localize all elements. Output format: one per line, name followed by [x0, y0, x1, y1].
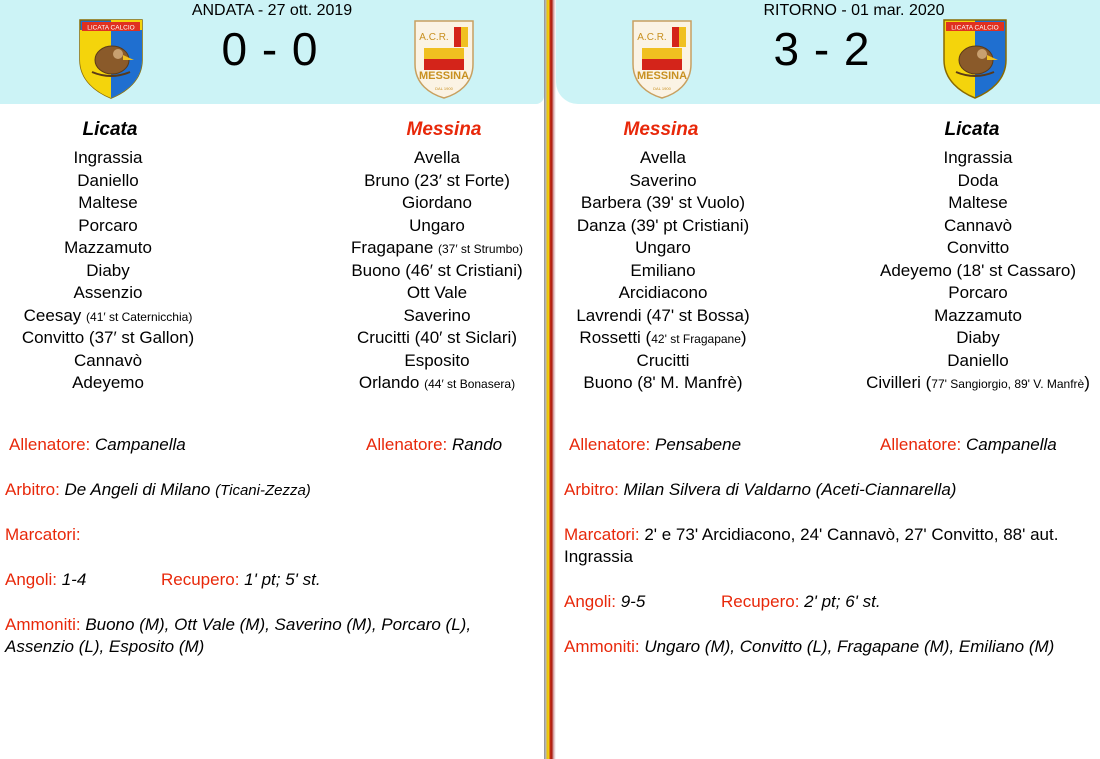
- player-entry: [543, 147, 783, 170]
- player-name: Mazzamuto: [934, 305, 1022, 325]
- player-name: Ungaro: [635, 238, 691, 257]
- andata-home-coach: Campanella: [95, 435, 186, 454]
- coach-label: Allenatore:: [569, 435, 651, 454]
- player-entry: [0, 327, 228, 350]
- player-entry: [0, 237, 228, 260]
- player-name: Civilleri (: [866, 373, 932, 392]
- player-name: Buono (46′ st Cristiani): [351, 260, 523, 280]
- player-entry: [317, 350, 557, 373]
- player-name-suffix: ): [740, 328, 747, 347]
- ritorno-corners-line: [564, 591, 645, 613]
- player-entry: [317, 327, 557, 350]
- recovery-label: Recupero:: [161, 570, 240, 589]
- ritorno-away-coach-line: [880, 434, 1057, 456]
- ritorno-corners: 9-5: [620, 592, 646, 611]
- andata-title: ANDATA - 27 ott. 2019: [191, 2, 353, 19]
- andata-panel: [0, 0, 544, 759]
- player-name: Adeyemo: [72, 373, 144, 392]
- ritorno-home-coach: Pensabene: [655, 435, 742, 454]
- player-name: Giordano: [402, 193, 472, 212]
- andata-scorers-line: [5, 524, 81, 546]
- ritorno-referee-line: [564, 479, 956, 501]
- player-entry: [543, 192, 783, 215]
- player-name: Avella: [414, 148, 460, 167]
- player-name: Emiliano: [630, 260, 696, 280]
- booked-label: Ammoniti:: [564, 637, 640, 656]
- messina-est-text: DAL 1900: [435, 86, 453, 91]
- andata-away-coach-line: [366, 434, 502, 456]
- player-name: Cannavò: [73, 350, 143, 370]
- andata-header: [0, 0, 544, 104]
- licata-banner-text: LICATA CALCIO: [951, 24, 999, 32]
- ritorno-recovery-line: [721, 591, 881, 613]
- player-name-suffix: ): [1084, 373, 1090, 392]
- coach-label: Allenatore:: [9, 435, 91, 454]
- player-entry: [317, 147, 557, 170]
- ritorno-scorers: 2' e 73' Arcidiacono, 24' Cannavò, 27' Convitto, 88' aut. Ingrassia: [564, 525, 1059, 566]
- player-entry: [0, 170, 228, 193]
- player-name: Esposito: [404, 350, 470, 370]
- ritorno-away-team: Licata: [944, 119, 1000, 140]
- player-name: Mazzamuto: [64, 238, 152, 257]
- messina-name-text: MESSINA: [636, 70, 688, 82]
- player-entry: [317, 372, 557, 395]
- referee-label: Arbitro:: [5, 480, 60, 499]
- andata-corners: 1-4: [61, 570, 87, 589]
- messina-logo: [630, 18, 694, 100]
- player-name: Buono (8' M. Manfrè): [583, 373, 743, 392]
- player-entry: [853, 305, 1100, 328]
- player-entry: [317, 192, 557, 215]
- recovery-label: Recupero:: [721, 592, 800, 611]
- player-entry: [317, 237, 557, 260]
- substitution-note: (41′ st Caternicchia): [86, 309, 193, 324]
- andata-away-team: Messina: [406, 119, 482, 140]
- andata-home-team: Licata: [82, 119, 138, 140]
- ritorno-score: 3 - 2: [773, 23, 871, 75]
- player-name: Maltese: [948, 193, 1008, 212]
- player-entry: [543, 215, 783, 238]
- licata-logo: [940, 16, 1010, 100]
- player-name: Daniello: [947, 350, 1009, 370]
- player-entry: [0, 372, 228, 395]
- messina-logo: [412, 18, 476, 100]
- player-entry: [543, 237, 783, 260]
- andata-home-lineup: [0, 147, 228, 395]
- corners-label: Angoli:: [5, 570, 57, 589]
- player-entry: [0, 192, 228, 215]
- player-entry: [853, 147, 1100, 170]
- player-entry: [543, 372, 783, 395]
- ritorno-booked-line: [564, 636, 1084, 658]
- andata-booked: Buono (M), Ott Vale (M), Saverino (M), Porcaro (L), Assenzio (L), Esposito (M): [5, 615, 472, 656]
- player-entry: [0, 305, 228, 328]
- player-name: Convitto: [946, 238, 1010, 257]
- player-name: Rossetti (: [579, 328, 652, 347]
- scorers-label: Marcatori:: [5, 525, 81, 544]
- ritorno-panel: [556, 0, 1100, 759]
- player-entry: [543, 350, 783, 373]
- ritorno-referee: Milan Silvera di Valdarno (Aceti-Ciannarella): [623, 480, 957, 499]
- player-name: Daniello: [77, 170, 139, 190]
- player-entry: [853, 282, 1100, 305]
- player-name: Bruno (23′ st Forte): [364, 170, 510, 190]
- coach-label: Allenatore:: [880, 435, 962, 454]
- substitution-note: (37′ st Strumbo): [438, 242, 523, 256]
- player-name: Barbera (39' st Vuolo): [580, 193, 746, 212]
- ritorno-booked: Ungaro (M), Convitto (L), Fragapane (M), Emiliano (M): [644, 637, 1055, 656]
- player-name: Lavrendi (47' st Bossa): [576, 305, 750, 325]
- player-name: Porcaro: [78, 215, 138, 235]
- andata-booked-line: [5, 614, 530, 658]
- player-entry: [853, 260, 1100, 283]
- player-entry: [853, 372, 1100, 395]
- ritorno-home-team: Messina: [623, 119, 699, 140]
- andata-referee-assistants: (Ticani-Zezza): [215, 482, 311, 499]
- player-name: Arcidiacono: [618, 283, 708, 302]
- player-name: Saverino: [629, 170, 697, 190]
- player-entry: [853, 350, 1100, 373]
- ritorno-header: [556, 0, 1100, 104]
- player-entry: [0, 147, 228, 170]
- referee-label: Arbitro:: [564, 480, 619, 499]
- player-entry: [0, 350, 228, 373]
- player-entry: [317, 305, 557, 328]
- player-name: Cannavò: [943, 215, 1013, 235]
- player-entry: [543, 327, 783, 350]
- player-name: Danza (39' pt Cristiani): [576, 215, 750, 235]
- player-name: Adeyemo (18' st Cassaro): [880, 260, 1076, 280]
- messina-name-text: MESSINA: [418, 70, 470, 82]
- substitution-note: 77' Sangiorgio, 89' V. Manfrè: [931, 377, 1085, 391]
- andata-recovery: 1' pt; 5' st.: [244, 570, 321, 589]
- player-name: Ott Vale: [406, 283, 468, 302]
- ritorno-home-coach-line: [569, 434, 741, 456]
- player-entry: [317, 215, 557, 238]
- player-name: Fragapane: [351, 238, 438, 257]
- player-entry: [317, 260, 557, 283]
- player-entry: [853, 170, 1100, 193]
- player-name: Assenzio: [73, 283, 143, 302]
- substitution-note: 42' st Fragapane: [651, 332, 741, 346]
- andata-referee: De Angeli di Milano: [64, 480, 216, 499]
- andata-score: 0 - 0: [221, 23, 319, 75]
- andata-corners-line: [5, 569, 86, 591]
- player-name: Ingrassia: [73, 148, 143, 167]
- ritorno-recovery: 2' pt; 6' st.: [804, 592, 881, 611]
- player-name: Avella: [640, 148, 686, 167]
- messina-acr-text: A.C.R.: [637, 32, 667, 43]
- licata-banner-text: LICATA CALCIO: [87, 24, 135, 32]
- ritorno-away-coach: Campanella: [966, 435, 1057, 454]
- player-name: Crucitti (40′ st Siclari): [357, 328, 517, 347]
- corners-label: Angoli:: [564, 592, 616, 611]
- player-entry: [543, 282, 783, 305]
- player-entry: [317, 282, 557, 305]
- player-name: Porcaro: [948, 283, 1008, 302]
- andata-away-coach: Rando: [452, 435, 503, 454]
- scorers-label: Marcatori:: [564, 525, 640, 544]
- andata-recovery-line: [161, 569, 321, 591]
- player-name: Orlando: [358, 373, 425, 392]
- player-entry: [543, 305, 783, 328]
- player-entry: [853, 327, 1100, 350]
- player-entry: [0, 260, 228, 283]
- player-entry: [0, 282, 228, 305]
- player-entry: [317, 170, 557, 193]
- player-name: Diaby: [956, 328, 1000, 347]
- andata-referee-line: [5, 479, 311, 502]
- player-entry: [853, 237, 1100, 260]
- ritorno-away-lineup: [853, 147, 1100, 395]
- ritorno-scorers-line: [564, 524, 1089, 568]
- ritorno-home-lineup: [543, 147, 783, 395]
- player-name: Crucitti: [636, 350, 690, 370]
- ritorno-title: RITORNO - 01 mar. 2020: [763, 2, 945, 19]
- messina-acr-text: A.C.R.: [419, 32, 449, 43]
- player-name: Diaby: [86, 260, 130, 280]
- player-name: Maltese: [78, 193, 138, 212]
- booked-label: Ammoniti:: [5, 615, 81, 634]
- player-name: Ingrassia: [943, 148, 1013, 167]
- player-name: Doda: [957, 170, 999, 190]
- licata-logo: [76, 16, 146, 100]
- player-name: Saverino: [403, 305, 471, 325]
- andata-away-lineup: [317, 147, 557, 395]
- player-entry: [0, 215, 228, 238]
- substitution-note: (44′ st Bonasera): [424, 377, 516, 391]
- coach-label: Allenatore:: [366, 435, 448, 454]
- player-entry: [853, 192, 1100, 215]
- player-entry: [543, 170, 783, 193]
- player-entry: [853, 215, 1100, 238]
- messina-est-text: DAL 1900: [653, 86, 671, 91]
- player-entry: [543, 260, 783, 283]
- player-name: Ungaro: [409, 215, 465, 235]
- andata-home-coach-line: [9, 434, 186, 456]
- player-name: Convitto (37′ st Gallon): [21, 328, 195, 347]
- player-name: Ceesay: [23, 305, 87, 325]
